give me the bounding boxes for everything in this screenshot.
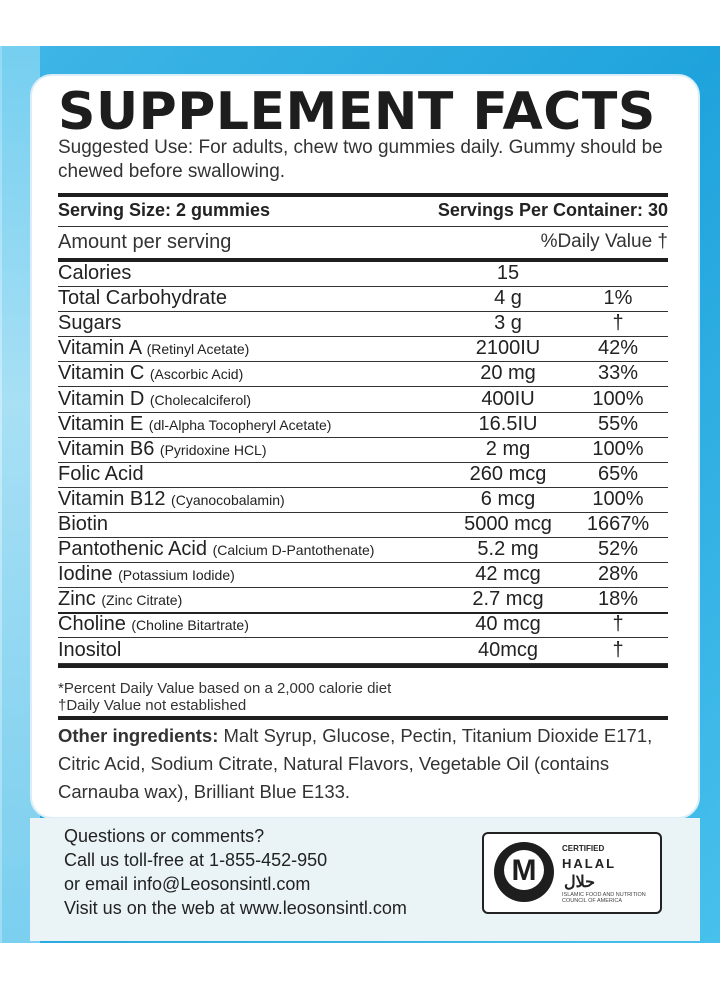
nutrient-source: (Calcium D-Pantothenate) — [212, 542, 375, 558]
row-divider — [58, 637, 668, 638]
nutrient-daily-value: † — [612, 613, 624, 635]
divider-thick — [58, 664, 668, 668]
servings-per-container: Servings Per Container: 30 — [437, 200, 668, 220]
nutrient-daily-value: 100% — [592, 488, 644, 510]
contact-website: Visit us on the web at www.leosonsintl.com — [64, 898, 407, 918]
nutrient-name: Choline (Choline Bitartrate) — [58, 613, 249, 635]
nutrient-amount: 2.7 mcg — [472, 588, 544, 610]
nutrient-amount: 260 mcg — [469, 463, 547, 485]
nutrient-name: Vitamin A (Retinyl Acetate) — [58, 337, 250, 359]
nutrient-name: Pantothenic Acid (Calcium D-Pantothenate) — [58, 538, 375, 560]
page-title: SUPPLEMENT FACTS — [58, 82, 656, 142]
nutrient-amount: 40 mcg — [475, 613, 541, 635]
daily-value-header: %Daily Value † — [540, 231, 668, 252]
nutrient-amount: 6 mcg — [480, 488, 536, 510]
other-ingredients — [58, 722, 670, 806]
nutrient-source: (Choline Bitartrate) — [131, 617, 249, 633]
nutrient-row — [58, 312, 668, 337]
nutrient-name: Iodine (Potassium Iodide) — [58, 563, 235, 585]
nutrient-row — [58, 588, 668, 613]
nutrient-row — [58, 388, 668, 413]
nutrient-row — [58, 337, 668, 362]
contact-info — [64, 824, 464, 920]
row-divider — [58, 386, 668, 387]
nutrient-row — [58, 613, 668, 638]
amount-header: Amount per serving — [58, 231, 232, 253]
nutrient-name: Vitamin B6 (Pyridoxine HCL) — [58, 438, 267, 460]
nutrient-name: Total Carbohydrate — [58, 287, 227, 309]
nutrient-row — [58, 413, 668, 438]
divider-thin — [58, 226, 668, 227]
nutrient-row — [58, 563, 668, 588]
nutrient-row — [58, 639, 668, 664]
nutrient-daily-value: 100% — [592, 388, 644, 410]
nutrient-row — [58, 463, 668, 488]
nutrient-row — [58, 287, 668, 312]
nutrient-source: (Ascorbic Acid) — [149, 366, 244, 382]
nutrient-amount: 4 g — [494, 287, 522, 309]
nutrient-name: Zinc (Zinc Citrate) — [58, 588, 183, 610]
nutrient-amount: 42 mcg — [475, 563, 541, 585]
divider-thick — [58, 193, 668, 197]
other-ingredients-label: Other ingredients: — [58, 725, 219, 746]
nutrient-name: Inositol — [58, 639, 122, 661]
nutrient-source: (Cyanocobalamin) — [171, 492, 285, 508]
nutrient-amount: 2100IU — [475, 337, 541, 359]
nutrient-amount: 2 mg — [485, 438, 531, 460]
nutrient-name: Biotin — [58, 513, 109, 535]
halal-certification-logo: M CERTIFIED HALAL حلال ISLAMIC FOOD AND NUTRITION COUNCIL OF AMERICA — [482, 832, 662, 914]
nutrient-source: (Potassium Iodide) — [118, 567, 235, 583]
nutrient-daily-value: 33% — [597, 362, 639, 384]
nutrient-amount: 5000 mcg — [464, 513, 552, 535]
nutrient-row — [58, 438, 668, 463]
contact-question: Questions or comments? — [64, 826, 265, 846]
contact-phone: Call us toll-free at 1-855-452-950 — [64, 850, 328, 870]
nutrient-name: Vitamin D (Cholecalciferol) — [58, 388, 252, 410]
nutrient-name: Vitamin C (Ascorbic Acid) — [58, 362, 244, 384]
footnote-not-established: †Daily Value not established — [58, 697, 247, 714]
halal-m-icon: M — [494, 842, 554, 902]
other-ingredients-text: Malt Syrup, Glucose, Pectin, Titanium Dioxide E171, Citric Acid, Sodium Citrate, Natural Flavors, Vegetable Oil (contains Carnauba wax), Brilliant Blue E133. — [58, 725, 653, 802]
nutrient-daily-value: 1667% — [586, 513, 650, 535]
nutrient-source: (Cholecalciferol) — [149, 392, 252, 408]
footnotes — [58, 680, 668, 714]
serving-size: Serving Size: 2 gummies — [58, 200, 271, 220]
serving-info — [58, 200, 668, 222]
footnote-daily-value: *Percent Daily Value based on a 2,000 calorie diet — [58, 680, 392, 697]
nutrient-amount: 3 g — [494, 312, 522, 334]
nutrient-name: Vitamin B12 (Cyanocobalamin) — [58, 488, 285, 510]
nutrient-amount: 20 mg — [480, 362, 536, 384]
amount-header-row — [58, 231, 668, 255]
nutrient-amount: 5.2 mg — [477, 538, 539, 560]
nutrient-daily-value: 52% — [597, 538, 639, 560]
nutrient-source: (Zinc Citrate) — [101, 592, 183, 608]
nutrient-row — [58, 488, 668, 513]
nutrient-row — [58, 513, 668, 538]
contact-email: or email info@Leosonsintl.com — [64, 874, 311, 894]
nutrient-amount: 15 — [496, 262, 520, 284]
nutrient-amount: 400IU — [481, 388, 535, 410]
nutrient-source: (dl-Alpha Tocopheryl Acetate) — [148, 417, 332, 433]
nutrient-source: (Retinyl Acetate) — [146, 341, 250, 357]
nutrient-source: (Pyridoxine HCL) — [159, 442, 267, 458]
nutrient-row — [58, 538, 668, 563]
nutrient-name: Folic Acid — [58, 463, 144, 485]
nutrient-daily-value: 18% — [597, 588, 639, 610]
suggested-use: Suggested Use: For adults, chew two gummies daily. Gummy should be chewed before swallowing. — [58, 137, 663, 182]
nutrient-daily-value: 28% — [597, 563, 639, 585]
nutrient-name: Sugars — [58, 312, 122, 334]
nutrient-daily-value: 100% — [592, 438, 644, 460]
nutrient-amount: 16.5IU — [478, 413, 538, 435]
nutrient-daily-value: † — [612, 639, 624, 661]
nutrient-name: Vitamin E (dl-Alpha Tocopheryl Acetate) — [58, 413, 332, 435]
nutrient-daily-value: † — [612, 312, 624, 334]
nutrient-row — [58, 262, 668, 287]
nutrient-daily-value: 55% — [597, 413, 639, 435]
nutrient-amount: 40mcg — [477, 639, 539, 661]
nutrient-daily-value: 1% — [603, 287, 633, 309]
nutrient-row — [58, 362, 668, 387]
nutrient-daily-value: 65% — [597, 463, 639, 485]
nutrient-name: Calories — [58, 262, 132, 284]
divider-thick — [58, 716, 668, 720]
nutrient-daily-value: 42% — [597, 337, 639, 359]
